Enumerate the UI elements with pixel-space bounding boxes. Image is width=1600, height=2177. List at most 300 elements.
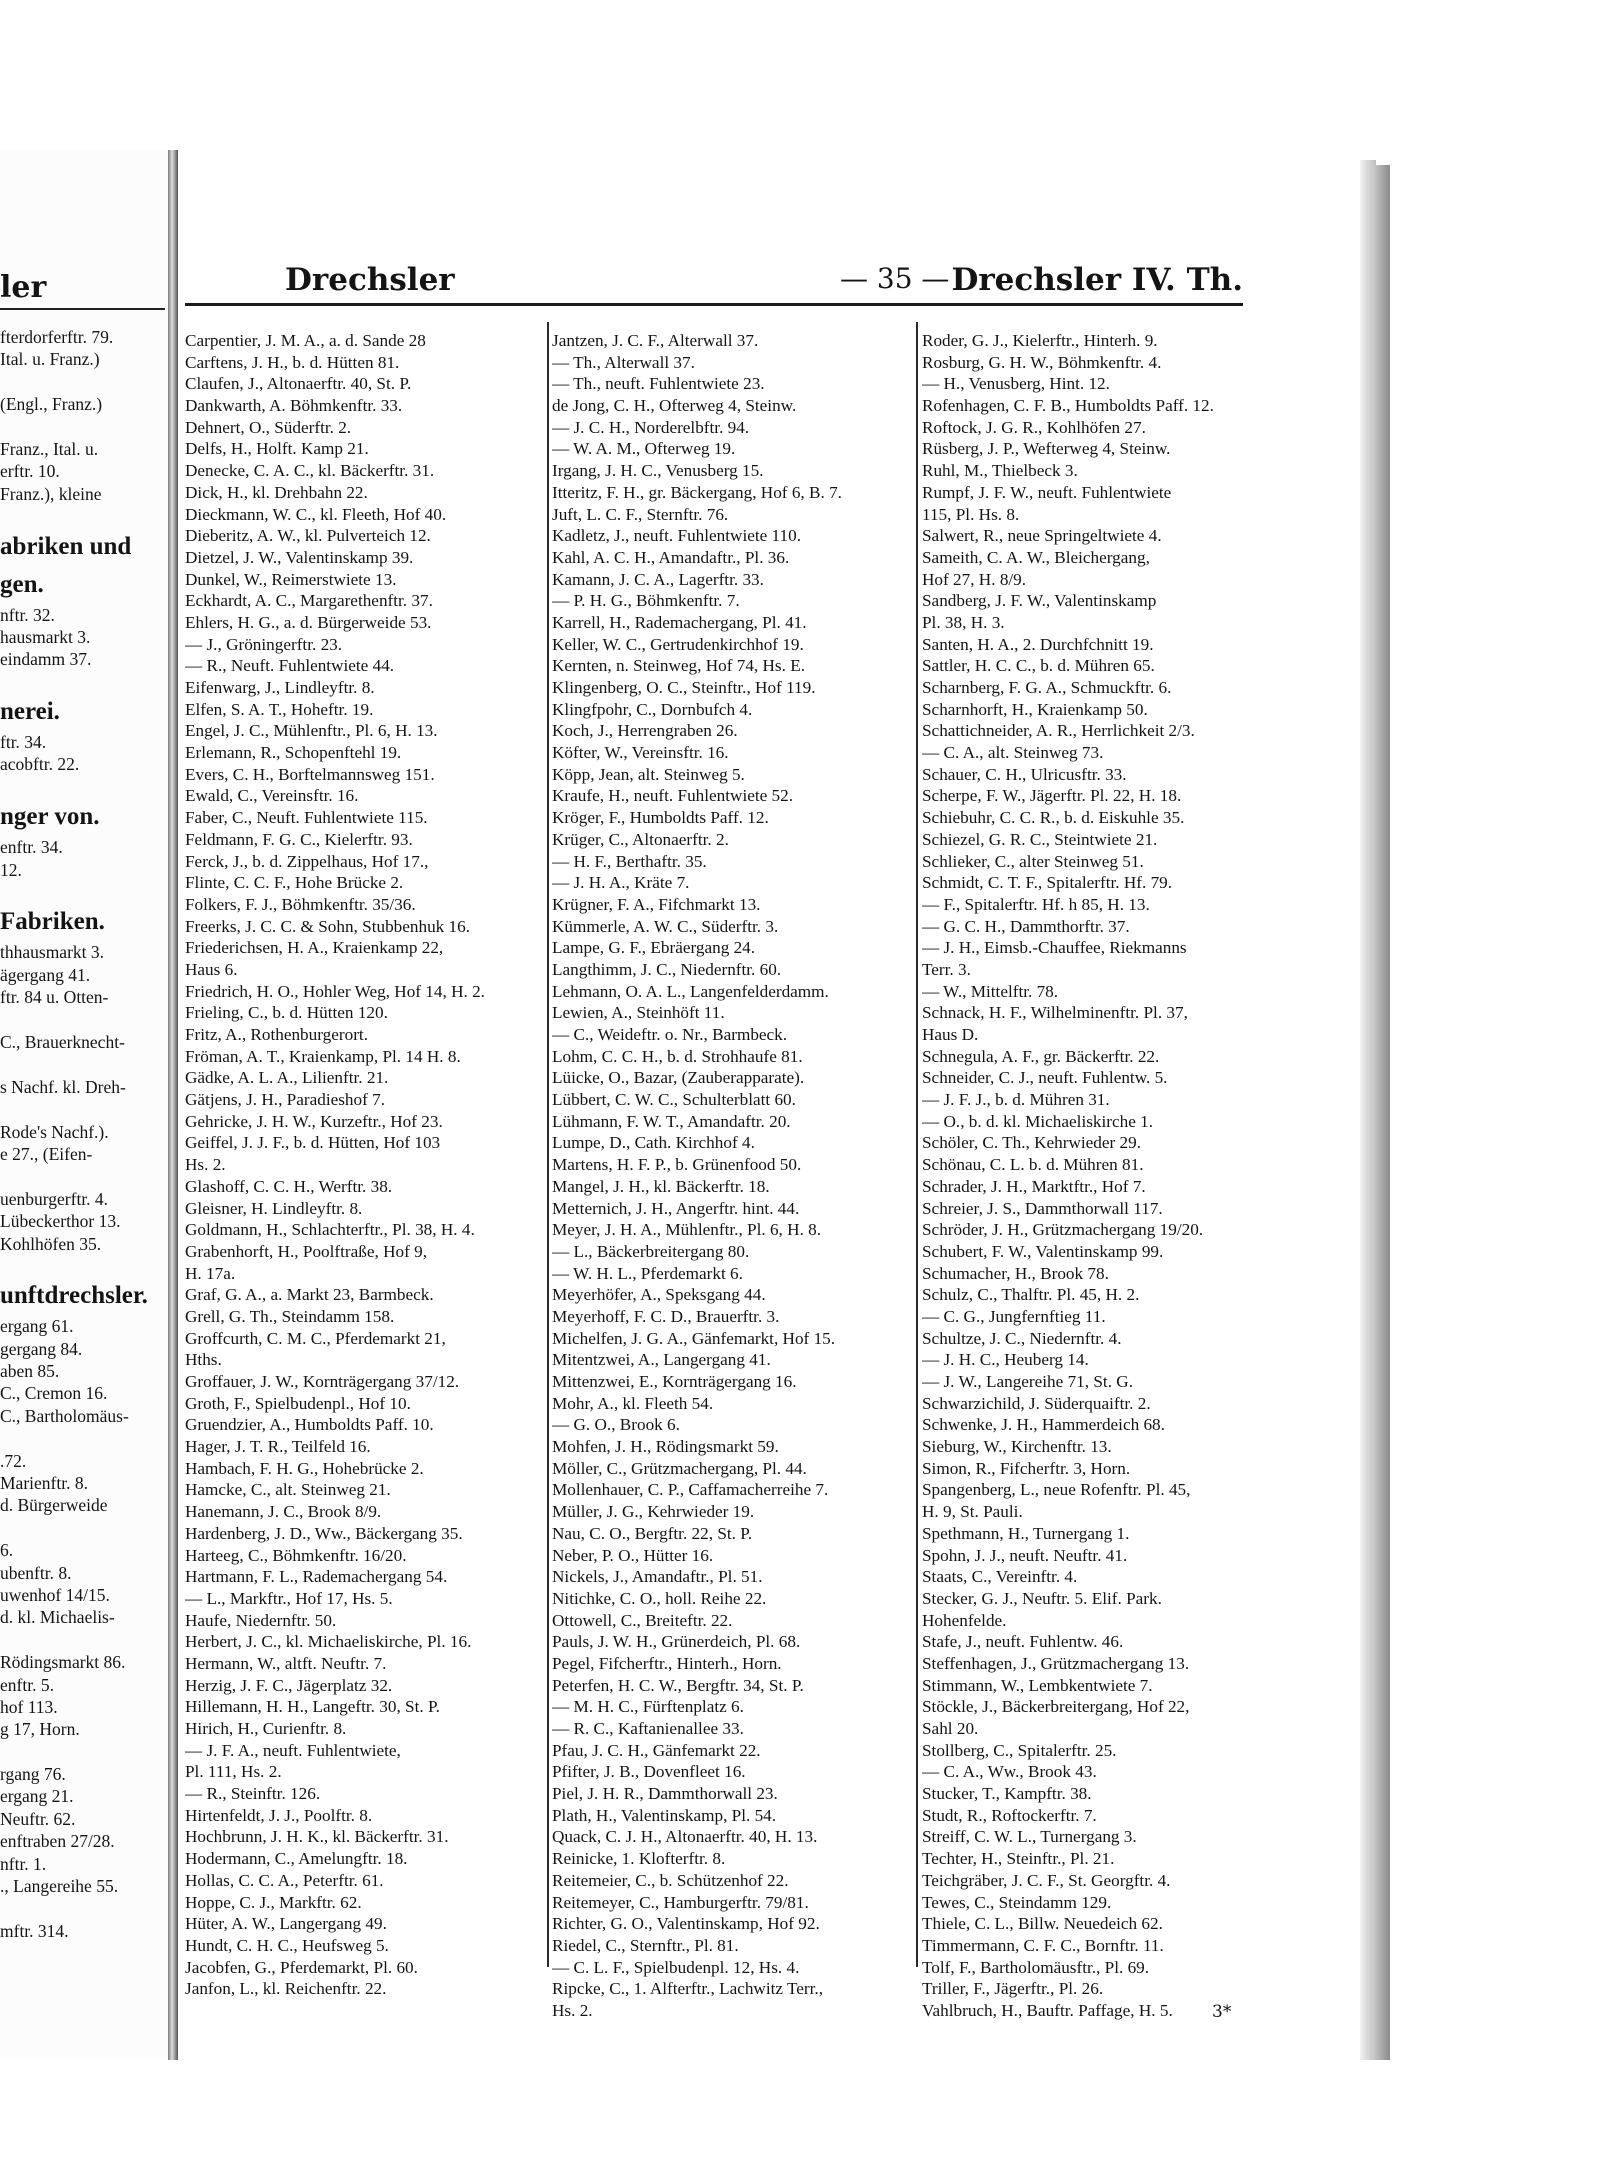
- directory-entry: Groffauer, J. W., Kornträgergang 37/12.: [185, 1372, 460, 1391]
- directory-entry: Sandberg, J. F. W., Valentinskamp: [922, 591, 1157, 611]
- section-heading: nger von.: [0, 803, 100, 831]
- directory-entry: Staats, C., Vereinftr. 4.: [922, 1567, 1078, 1587]
- directory-entry: — H. F., Berthaftr. 35.: [552, 851, 707, 871]
- directory-entry: Ottowell, C., Breiteftr. 22.: [552, 1610, 733, 1630]
- directory-entry: Thiele, C. L., Billw. Neuedeich 62.: [922, 1914, 1163, 1934]
- book-gutter: [168, 150, 178, 2060]
- facing-page-line: [0, 776, 166, 798]
- directory-entry: Hirich, H., Curienftr. 8.: [185, 1719, 347, 1738]
- directory-entry: Schwarzichild, J. Süderquaiftr. 2.: [922, 1393, 1151, 1413]
- facing-page-line: enftr. 34.: [0, 837, 63, 858]
- directory-entry: Lübbert, C. W. C., Schulterblatt 60.: [552, 1090, 796, 1110]
- directory-entry: Ripcke, C., 1. Alfterftr., Lachwitz Terr.,: [552, 1979, 824, 1999]
- facing-page-line: [0, 1255, 166, 1277]
- directory-entry: Pauls, J. W. H., Grünerdeich, Pl. 68.: [552, 1632, 801, 1652]
- directory-entry: Itteritz, F. H., gr. Bäckergang, Hof 6, B. 7.: [552, 482, 842, 502]
- directory-entry: Hanemann, J. C., Brook 8/9.: [185, 1502, 382, 1522]
- directory-entry: Hirtenfeldt, J. J., Poolftr. 8.: [185, 1805, 373, 1825]
- directory-entry: Streiff, C. W. L., Turnergang 3.: [922, 1827, 1137, 1847]
- directory-entry: Rosburg, G. H. W., Böhmkenftr. 4.: [922, 352, 1162, 372]
- directory-entry: Hambach, F. H. G., Hohebrücke 2.: [185, 1458, 424, 1478]
- facing-page-line: ftr. 34.: [0, 732, 47, 753]
- directory-entry: — Th., neuft. Fuhlentwiete 23.: [552, 374, 765, 394]
- directory-entry: Simon, R., Fifcherftr. 3, Horn.: [922, 1458, 1131, 1478]
- directory-entry: Hager, J. T. R., Teilfeld 16.: [185, 1437, 371, 1457]
- directory-entry: Stucker, T., Kampftr. 38.: [922, 1784, 1092, 1804]
- page-header: [185, 262, 1243, 302]
- directory-entry: Sattler, H. C. C., b. d. Mühren 65.: [922, 656, 1155, 676]
- directory-entry: Techter, H., Steinftr., Pl. 21.: [922, 1849, 1115, 1869]
- directory-entry: Fritz, A., Rothenburgerort.: [185, 1025, 368, 1044]
- directory-entry: Hermann, W., altft. Neuftr. 7.: [185, 1653, 387, 1673]
- directory-entry: Karrell, H., Rademachergang, Pl. 41.: [552, 612, 807, 632]
- facing-page-line: hausmarkt 3.: [0, 626, 91, 647]
- directory-entry: Spethmann, H., Turnergang 1.: [922, 1523, 1130, 1543]
- directory-entry: Schmidt, C. T. F., Spitalerftr. Hf. 79.: [922, 873, 1173, 893]
- facing-page-line: [0, 1009, 166, 1031]
- facing-page-line: ergang 61.: [0, 1316, 74, 1337]
- directory-entry: — W. H. L., Pferdemarkt 6.: [552, 1263, 743, 1283]
- directory-entry: Spangenberg, L., neue Rofenftr. Pl. 45,: [922, 1480, 1191, 1500]
- directory-entry: Schnegula, A. F., gr. Bäckerftr. 22.: [922, 1046, 1160, 1066]
- directory-entry: Kadletz, J., neuft. Fuhlentwiete 110.: [552, 526, 802, 546]
- directory-entry: Reitemeier, C., b. Schützenhof 22.: [552, 1870, 789, 1890]
- facing-page-line: [0, 371, 166, 393]
- facing-page-line: uenburgerftr. 4.: [0, 1188, 109, 1209]
- facing-page-line: (Engl., Franz.): [0, 394, 103, 415]
- directory-entry: Schumacher, H., Brook 78.: [922, 1263, 1109, 1283]
- directory-entry: Feldmann, F. G. C., Kielerftr. 93.: [185, 829, 413, 849]
- directory-entry: Scherpe, F. W., Jägerftr. Pl. 22, H. 18.: [922, 786, 1182, 806]
- directory-entry: Hollas, C. C. A., Peterftr. 61.: [185, 1870, 384, 1890]
- facing-page-line: e 27., (Eifen-: [0, 1143, 93, 1164]
- directory-entry: Lumpe, D., Cath. Kirchhof 4.: [552, 1133, 755, 1153]
- facing-page-fragment: [0, 150, 168, 2060]
- directory-entry: Ehlers, H. G., a. d. Bürgerweide 53.: [185, 612, 432, 632]
- directory-entry: Krüger, C., Altonaerftr. 2.: [552, 829, 729, 849]
- directory-entry: Haus D.: [922, 1025, 979, 1044]
- directory-entry: Delfs, H., Holft. Kamp 21.: [185, 439, 369, 459]
- directory-entry: Schlieker, C., alter Steinweg 51.: [922, 851, 1144, 871]
- directory-entry: Müller, J. G., Kehrwieder 19.: [552, 1502, 755, 1522]
- column-divider: [916, 322, 918, 1967]
- directory-entry: Hillemann, H. H., Langeftr. 30, St. P.: [185, 1697, 440, 1717]
- facing-page-line: [0, 1629, 166, 1651]
- directory-entry: Mittenzwei, E., Kornträgergang 16.: [552, 1372, 797, 1391]
- directory-entry: Pegel, Fifcherftr., Hinterh., Horn.: [552, 1653, 782, 1673]
- directory-entry: Hof 27, H. 8/9.: [922, 569, 1027, 589]
- directory-entry: Folkers, F. J., Böhmkenftr. 35/36.: [185, 894, 416, 914]
- directory-entry: Salwert, R., neue Springeltwiete 4.: [922, 526, 1162, 546]
- directory-column-1: [185, 330, 545, 2000]
- directory-entry: Schnack, H. F., Wilhelminenftr. Pl. 37,: [922, 1003, 1188, 1023]
- directory-entry: Denecke, C. A. C., kl. Bäckerftr. 31.: [185, 461, 435, 481]
- directory-entry: Köpp, Jean, alt. Steinweg 5.: [552, 764, 745, 784]
- directory-entry: Groffcurth, C. M. C., Pferdemarkt 21,: [185, 1328, 446, 1348]
- directory-entry: Lampe, G. F., Ebräergang 24.: [552, 938, 756, 958]
- directory-column-3: [922, 330, 1244, 2022]
- directory-entry: Ruhl, M., Thielbeck 3.: [922, 461, 1078, 481]
- directory-entry: Scharnhorft, H., Kraienkamp 50.: [922, 699, 1148, 719]
- directory-entry: Flinte, C. C. F., Hohe Brücke 2.: [185, 873, 404, 893]
- directory-entry: Roftock, J. G. R., Kohlhöfen 27.: [922, 417, 1146, 437]
- facing-page-line: rgang 76.: [0, 1764, 66, 1785]
- facing-page-line: [0, 1517, 166, 1539]
- facing-page-line: d. Bürgerweide: [0, 1495, 108, 1516]
- section-heading: nerei.: [0, 698, 60, 726]
- directory-entry: Evers, C. H., Borftelmannsweg 151.: [185, 764, 435, 784]
- running-title-right: Drechsler IV. Th.: [951, 262, 1243, 298]
- facing-page-line: [0, 1098, 166, 1120]
- directory-entry: Terr. 3.: [922, 959, 971, 979]
- directory-entry: Stafe, J., neuft. Fuhlentw. 46.: [922, 1632, 1124, 1652]
- facing-page-line: Rode's Nachf.).: [0, 1121, 109, 1142]
- facing-page-line: Ital. u. Franz.): [0, 349, 100, 370]
- directory-entry: — J. H. A., Kräte 7.: [552, 873, 690, 893]
- directory-entry: Studt, R., Roftockerftr. 7.: [922, 1805, 1097, 1825]
- directory-entry: Scharnberg, F. G. A., Schmuckftr. 6.: [922, 678, 1172, 697]
- directory-entry: Rüsberg, J. P., Wefterweg 4, Steinw.: [922, 439, 1171, 459]
- facing-page-line: g 17, Horn.: [0, 1719, 80, 1740]
- directory-entry: Geiffel, J. J. F., b. d. Hütten, Hof 103: [185, 1133, 441, 1153]
- directory-entry: Keller, W. C., Gertrudenkirchhof 19.: [552, 634, 804, 654]
- directory-entry: Sieburg, W., Kirchenftr. 13.: [922, 1437, 1112, 1457]
- facing-page-line: eindamm 37.: [0, 649, 92, 670]
- directory-entry: Möller, C., Grützmachergang, Pl. 44.: [552, 1458, 807, 1478]
- directory-entry: — R., Neuft. Fuhlentwiete 44.: [185, 656, 395, 676]
- directory-entry: — J., Gröningerftr. 23.: [185, 634, 343, 654]
- directory-entry: Lühmann, F. W. T., Amandaftr. 20.: [552, 1111, 791, 1131]
- directory-entry: Kraufe, H., neuft. Fuhlentwiete 52.: [552, 786, 794, 806]
- signature-mark: 3*: [1212, 2002, 1232, 2022]
- directory-entry: Pfifter, J. B., Dovenfleet 16.: [552, 1762, 746, 1782]
- directory-entry: Michelfen, J. G. A., Gänfemarkt, Hof 15.: [552, 1328, 836, 1348]
- directory-entry: Schattichneider, A. R., Herrlichkeit 2/3.: [922, 721, 1195, 741]
- directory-entry: Jacobfen, G., Pferdemarkt, Pl. 60.: [185, 1957, 418, 1977]
- directory-entry: Carpentier, J. M. A., a. d. Sande 28: [185, 331, 426, 350]
- directory-entry: Engel, J. C., Mühlenftr., Pl. 6, H. 13.: [185, 721, 438, 741]
- directory-entry: Schöler, C. Th., Kehrwieder 29.: [922, 1133, 1142, 1153]
- facing-page-line: ubenftr. 8.: [0, 1562, 72, 1583]
- directory-entry: — Th., Alterwall 37.: [552, 352, 695, 372]
- directory-entry: Roder, G. J., Kielerftr., Hinterh. 9.: [922, 331, 1158, 350]
- facing-page-line: aben 85.: [0, 1361, 60, 1382]
- facing-page-line: 12.: [0, 859, 22, 880]
- directory-entry: Lohm, C. C. H., b. d. Strohhaufe 81.: [552, 1046, 803, 1066]
- facing-page-rule: [0, 308, 165, 310]
- directory-entry: Glashoff, C. C. H., Werftr. 38.: [185, 1176, 393, 1196]
- directory-entry: Hüter, A. W., Langergang 49.: [185, 1914, 387, 1934]
- directory-entry: Claufen, J., Altonaerftr. 40, St. P.: [185, 374, 412, 394]
- directory-entry: — F., Spitalerftr. Hf. h 85, H. 13.: [922, 894, 1150, 914]
- directory-entry: Gätjens, J. H., Paradieshof 7.: [185, 1090, 386, 1110]
- directory-entry: Hoppe, C. J., Markftr. 62.: [185, 1892, 362, 1912]
- directory-entry: Eckhardt, A. C., Margarethenftr. 37.: [185, 591, 433, 611]
- facing-page-line: ägergang 41.: [0, 964, 91, 985]
- directory-entry: Krügner, F. A., Fifchmarkt 13.: [552, 894, 761, 914]
- directory-entry: Haus 6.: [185, 959, 238, 979]
- facing-page-line: enftr. 5.: [0, 1674, 54, 1695]
- directory-entry: — R., Steinftr. 126.: [185, 1784, 321, 1804]
- directory-entry: Dieberitz, A. W., kl. Pulverteich 12.: [185, 526, 431, 546]
- directory-entry: Groth, F., Spielbudenpl., Hof 10.: [185, 1393, 411, 1413]
- facing-page-line: [0, 881, 166, 903]
- directory-entry: Gehricke, J. H. W., Kurzeftr., Hof 23.: [185, 1111, 443, 1131]
- directory-entry: Kümmerle, A. W. C., Süderftr. 3.: [552, 916, 779, 936]
- directory-entry: Elfen, S. A. T., Hoheftr. 19.: [185, 699, 374, 719]
- directory-entry: Reinicke, 1. Klofterftr. 8.: [552, 1849, 726, 1869]
- directory-entry: Irgang, J. H. C., Venusberg 15.: [552, 461, 764, 481]
- directory-entry: Ewald, C., Vereinsftr. 16.: [185, 786, 359, 806]
- directory-entry: Kahl, A. C. H., Amandaftr., Pl. 36.: [552, 547, 790, 567]
- directory-entry: Herzig, J. F. C., Jägerplatz 32.: [185, 1675, 393, 1695]
- directory-entry: — J. W., Langereihe 71, St. G.: [922, 1372, 1133, 1391]
- directory-entry: Kröger, F., Humboldts Paff. 12.: [552, 808, 769, 828]
- directory-entry: Faber, C., Neuft. Fuhlentwiete 115.: [185, 808, 428, 828]
- directory-entry: Nickels, J., Amandaftr., Pl. 51.: [552, 1567, 763, 1587]
- directory-entry: Hundt, C. H. C., Heufsweg 5.: [185, 1935, 389, 1955]
- directory-entry: Schauer, C. H., Ulricusftr. 33.: [922, 764, 1127, 784]
- facing-page-line: [0, 1741, 166, 1763]
- directory-entry: Ferck, J., b. d. Zippelhaus, Hof 17.,: [185, 851, 429, 871]
- directory-entry: Sahl 20.: [922, 1719, 979, 1738]
- directory-entry: Schubert, F. W., Valentinskamp 99.: [922, 1241, 1164, 1261]
- directory-entry: Klingenberg, O. C., Steinftr., Hof 119.: [552, 678, 816, 697]
- directory-entry: Schiebuhr, C. C. R., b. d. Eiskuhle 35.: [922, 808, 1185, 828]
- directory-entry: Haufe, Niedernftr. 50.: [185, 1610, 337, 1630]
- directory-entry: H. 17a.: [185, 1263, 236, 1283]
- directory-entry: Rumpf, J. F. W., neuft. Fuhlentwiete: [922, 482, 1172, 502]
- facing-page-line: C., Brauerknecht-: [0, 1031, 125, 1052]
- directory-entry: Triller, F., Jägerftr., Pl. 26.: [922, 1979, 1104, 1999]
- section-heading: gen.: [0, 570, 44, 598]
- directory-entry: Hartmann, F. L., Rademachergang 54.: [185, 1567, 448, 1587]
- facing-page-line: .72.: [0, 1450, 27, 1471]
- directory-entry: — R. C., Kaftanienallee 33.: [552, 1719, 744, 1738]
- directory-entry: Freerks, J. C. C. & Sohn, Stubbenhuk 16.: [185, 916, 471, 936]
- facing-page-line: nftr. 1.: [0, 1853, 47, 1874]
- directory-entry: Mohfen, J. H., Rödingsmarkt 59.: [552, 1437, 779, 1457]
- directory-entry: Carftens, J. H., b. d. Hütten 81.: [185, 352, 400, 372]
- directory-entry: Graf, G. A., a. Markt 23, Barmbeck.: [185, 1285, 434, 1305]
- facing-page-line: [0, 1427, 166, 1449]
- directory-entry: Teichgräber, J. C. F., St. Georgftr. 4.: [922, 1870, 1171, 1890]
- directory-entry: Friedrich, H. O., Hohler Weg, Hof 14, H. 2.: [185, 981, 485, 1001]
- directory-entry: Harteeg, C., Böhmkenftr. 16/20.: [185, 1545, 407, 1565]
- directory-entry: Hodermann, C., Amelungftr. 18.: [185, 1849, 408, 1869]
- facing-page-line: ftr. 84 u. Otten-: [0, 987, 109, 1008]
- facing-page-line: d. kl. Michaelis-: [0, 1607, 115, 1628]
- directory-entry: Klingfpohr, C., Dornbufch 4.: [552, 699, 753, 719]
- directory-entry: Sameith, C. A. W., Bleichergang,: [922, 547, 1150, 567]
- directory-entry: Grell, G. Th., Steindamm 158.: [185, 1306, 395, 1326]
- facing-page-line: [0, 505, 166, 527]
- directory-entry: Dieckmann, W. C., kl. Fleeth, Hof 40.: [185, 504, 447, 524]
- directory-entry: — C. A., alt. Steinweg 73.: [922, 743, 1104, 763]
- directory-entry: 115, Pl. Hs. 8.: [922, 504, 1020, 524]
- directory-entry: Schröder, J. H., Grützmachergang 19/20.: [922, 1220, 1204, 1240]
- directory-entry: Hs. 2.: [552, 2000, 593, 2020]
- facing-page-line: thhausmarkt 3.: [0, 942, 105, 963]
- directory-entry: Gruendzier, A., Humboldts Paff. 10.: [185, 1415, 434, 1435]
- facing-page-line: Rödingsmarkt 86.: [0, 1652, 126, 1673]
- directory-entry: Nitichke, C. O., holl. Reihe 22.: [552, 1588, 767, 1608]
- directory-entry: Dankwarth, A. Böhmkenftr. 33.: [185, 396, 403, 416]
- directory-entry: Reitemeyer, C., Hamburgerftr. 79/81.: [552, 1892, 809, 1912]
- directory-entry: Tewes, C., Steindamm 129.: [922, 1892, 1112, 1912]
- facing-page-line: [0, 1897, 166, 1919]
- directory-entry: Stecker, G. J., Neuftr. 5. Elif. Park.: [922, 1588, 1162, 1608]
- page-shadow: [1372, 165, 1390, 2060]
- directory-entry: Quack, C. J. H., Altonaerftr. 40, H. 13.: [552, 1827, 818, 1847]
- directory-entry: Köfter, W., Vereinsftr. 16.: [552, 743, 729, 763]
- directory-entry: — M. H. C., Fürftenplatz 6.: [552, 1697, 744, 1717]
- header-rule: [185, 303, 1243, 306]
- directory-entry: Neber, P. O., Hütter 16.: [552, 1545, 714, 1565]
- directory-entry: Martens, H. F. P., b. Grünenfood 50.: [552, 1155, 802, 1175]
- directory-entry: Vahlbruch, H., Bauftr. Paffage, H. 5.: [922, 2000, 1173, 2020]
- directory-entry: — L., Markftr., Hof 17, Hs. 5.: [185, 1588, 393, 1608]
- directory-entry: Schwenke, J. H., Hammerdeich 68.: [922, 1415, 1165, 1435]
- directory-entry: Hohenfelde.: [922, 1610, 1007, 1630]
- directory-entry: Gleisner, H. Lindleyftr. 8.: [185, 1198, 363, 1218]
- directory-entry: Schrader, J. H., Marktftr., Hof 7.: [922, 1176, 1146, 1196]
- directory-entry: Hths.: [185, 1350, 222, 1370]
- facing-page-line: acobftr. 22.: [0, 754, 80, 775]
- directory-entry: Hamcke, C., alt. Steinweg 21.: [185, 1480, 391, 1500]
- directory-entry: — C. G., Jungfernftieg 11.: [922, 1306, 1106, 1326]
- section-heading: unftdrechsler.: [0, 1282, 148, 1310]
- facing-page-line: [0, 1053, 166, 1075]
- directory-entry: Lüicke, O., Bazar, (Zauberapparate).: [552, 1068, 805, 1088]
- directory-entry: — C., Weideftr. o. Nr., Barmbeck.: [552, 1025, 788, 1044]
- directory-entry: Nau, C. O., Bergftr. 22, St. P.: [552, 1523, 753, 1543]
- directory-entry: Spohn, J. J., neuft. Neuftr. 41.: [922, 1545, 1128, 1565]
- directory-entry: — J. H., Eimsb.-Chauffee, Riekmanns: [922, 938, 1187, 958]
- directory-entry: H. 9, St. Pauli.: [922, 1502, 1023, 1522]
- directory-entry: Gädke, A. L. A., Lilienftr. 21.: [185, 1068, 389, 1088]
- directory-entry: — C. L. F., Spielbudenpl. 12, Hs. 4.: [552, 1957, 800, 1977]
- directory-entry: Plath, H., Valentinskamp, Pl. 54.: [552, 1805, 777, 1825]
- running-title-left: Drechsler: [285, 262, 455, 298]
- facing-page-line: 6.: [0, 1540, 14, 1561]
- directory-entry: — W., Mittelftr. 78.: [922, 981, 1059, 1001]
- directory-entry: — W. A. M., Ofterweg 19.: [552, 439, 736, 459]
- directory-entry: Santen, H. A., 2. Durchfchnitt 19.: [922, 634, 1154, 654]
- directory-entry: Pl. 111, Hs. 2.: [185, 1762, 282, 1782]
- directory-entry: — J. C. H., Norderelbftr. 94.: [552, 417, 750, 437]
- directory-entry: Steffenhagen, J., Grützmachergang 13.: [922, 1653, 1190, 1673]
- directory-entry: Mollenhauer, C. P., Caffamacherreihe 7.: [552, 1480, 829, 1500]
- directory-entry: Meyerhöfer, A., Speksgang 44.: [552, 1285, 766, 1305]
- facing-page-line: C., Bartholomäus-: [0, 1405, 129, 1426]
- facing-page-line: Franz.), kleine: [0, 483, 102, 504]
- directory-entry: Schreier, J. S., Dammthorwall 117.: [922, 1198, 1163, 1218]
- facing-page-line: Neuftr. 62.: [0, 1808, 76, 1829]
- facing-page-line: Lübeckerthor 13.: [0, 1211, 121, 1232]
- directory-entry: Koch, J., Herrengraben 26.: [552, 721, 738, 741]
- directory-entry: Pfau, J. C. H., Gänfemarkt 22.: [552, 1740, 761, 1760]
- section-heading: abriken und: [0, 532, 132, 560]
- facing-page-line: erftr. 10.: [0, 461, 60, 482]
- directory-entry: Pl. 38, H. 3.: [922, 612, 1005, 632]
- facing-page-line: s Nachf. kl. Dreh-: [0, 1076, 126, 1097]
- directory-entry: Janfon, L., kl. Reichenftr. 22.: [185, 1979, 387, 1999]
- directory-entry: Mangel, J. H., kl. Bäckerftr. 18.: [552, 1176, 770, 1196]
- directory-entry: Schulz, C., Thalftr. Pl. 45, H. 2.: [922, 1285, 1140, 1305]
- directory-entry: Kamann, J. C. A., Lagerftr. 33.: [552, 569, 764, 589]
- directory-entry: Frieling, C., b. d. Hütten 120.: [185, 1003, 388, 1023]
- facing-page-line: Marienftr. 8.: [0, 1473, 88, 1494]
- facing-page-line: C., Cremon 16.: [0, 1383, 108, 1404]
- facing-page-header: ler: [0, 270, 47, 305]
- facing-page-line: mftr. 314.: [0, 1920, 69, 1941]
- facing-page-column: [0, 326, 166, 1942]
- directory-entry: Meyer, J. H. A., Mühlenftr., Pl. 6, H. 8.: [552, 1220, 822, 1240]
- directory-entry: Eifenwarg, J., Lindleyftr. 8.: [185, 678, 375, 697]
- facing-page-line: [0, 416, 166, 438]
- directory-entry: Schneider, C. J., neuft. Fuhlentw. 5.: [922, 1068, 1168, 1088]
- facing-page-line: [0, 671, 166, 693]
- directory-entry: Jantzen, J. C. F., Alterwall 37.: [552, 331, 759, 350]
- facing-page-line: Kohlhöfen 35.: [0, 1233, 102, 1254]
- directory-entry: Fröman, A. T., Kraienkamp, Pl. 14 H. 8.: [185, 1046, 461, 1066]
- directory-entry: de Jong, C. H., Ofterweg 4, Steinw.: [552, 396, 797, 416]
- facing-page-line: nftr. 32.: [0, 604, 55, 625]
- directory-entry: Peterfen, H. C. W., Bergftr. 34, St. P.: [552, 1675, 804, 1695]
- directory-entry: Friederichsen, H. A., Kraienkamp 22,: [185, 938, 444, 958]
- directory-entry: Kernten, n. Steinweg, Hof 74, Hs. E.: [552, 656, 805, 676]
- directory-entry: Erlemann, R., Schopenftehl 19.: [185, 743, 402, 763]
- directory-entry: Schiezel, G. R. C., Steintwiete 21.: [922, 829, 1158, 849]
- column-divider: [547, 322, 549, 1967]
- facing-page-line: gergang 84.: [0, 1338, 83, 1359]
- directory-entry: Lewien, A., Steinhöft 11.: [552, 1003, 725, 1023]
- directory-entry: Lehmann, O. A. L., Langenfelderdamm.: [552, 981, 829, 1001]
- directory-entry: Langthimm, J. C., Niedernftr. 60.: [552, 959, 782, 979]
- directory-entry: — G. O., Brook 6.: [552, 1415, 680, 1435]
- directory-entry: — O., b. d. kl. Michaeliskirche 1.: [922, 1111, 1154, 1131]
- directory-entry: Timmermann, C. F. C., Bornftr. 11.: [922, 1935, 1164, 1955]
- directory-entry: Metternich, J. H., Angerftr. hint. 44.: [552, 1198, 800, 1218]
- directory-column-2: [552, 330, 914, 2022]
- directory-entry: Hardenberg, J. D., Ww., Bäckergang 35.: [185, 1523, 463, 1543]
- directory-entry: — J. H. C., Heuberg 14.: [922, 1350, 1089, 1370]
- directory-entry: Dehnert, O., Süderftr. 2.: [185, 417, 352, 437]
- directory-entry: — P. H. G., Böhmkenftr. 7.: [552, 591, 740, 611]
- directory-entry: — C. A., Ww., Brook 43.: [922, 1762, 1097, 1782]
- directory-entry: — L., Bäckerbreitergang 80.: [552, 1241, 750, 1261]
- facing-page-line: ., Langereihe 55.: [0, 1876, 119, 1897]
- directory-entry: Mitentzwei, A., Langergang 41.: [552, 1350, 771, 1370]
- directory-entry: Stollberg, C., Spitalerftr. 25.: [922, 1740, 1117, 1760]
- directory-entry: — J. F. A., neuft. Fuhlentwiete,: [185, 1740, 401, 1760]
- directory-entry: — J. F. J., b. d. Mühren 31.: [922, 1090, 1110, 1110]
- directory-entry: — H., Venusberg, Hint. 12.: [922, 374, 1110, 394]
- section-heading: Fabriken.: [0, 908, 105, 936]
- directory-entry: Dietzel, J. W., Valentinskamp 39.: [185, 547, 414, 567]
- directory-entry: Hochbrunn, J. H. K., kl. Bäckerftr. 31.: [185, 1827, 449, 1847]
- directory-entry: Piel, J. H. R., Dammthorwall 23.: [552, 1784, 778, 1804]
- facing-page-line: Franz., Ital. u.: [0, 438, 99, 459]
- directory-entry: Dick, H., kl. Drehbahn 22.: [185, 482, 368, 502]
- page-number: — 35 —: [840, 262, 950, 295]
- directory-entry: Grabenhorft, H., Poolftraße, Hof 9,: [185, 1241, 427, 1261]
- directory-entry: Mohr, A., kl. Fleeth 54.: [552, 1393, 714, 1413]
- directory-entry: Herbert, J. C., kl. Michaeliskirche, Pl. 16.: [185, 1632, 472, 1652]
- directory-entry: Tolf, F., Bartholomäusftr., Pl. 69.: [922, 1957, 1150, 1977]
- directory-entry: Juft, L. C. F., Sternftr. 76.: [552, 504, 729, 524]
